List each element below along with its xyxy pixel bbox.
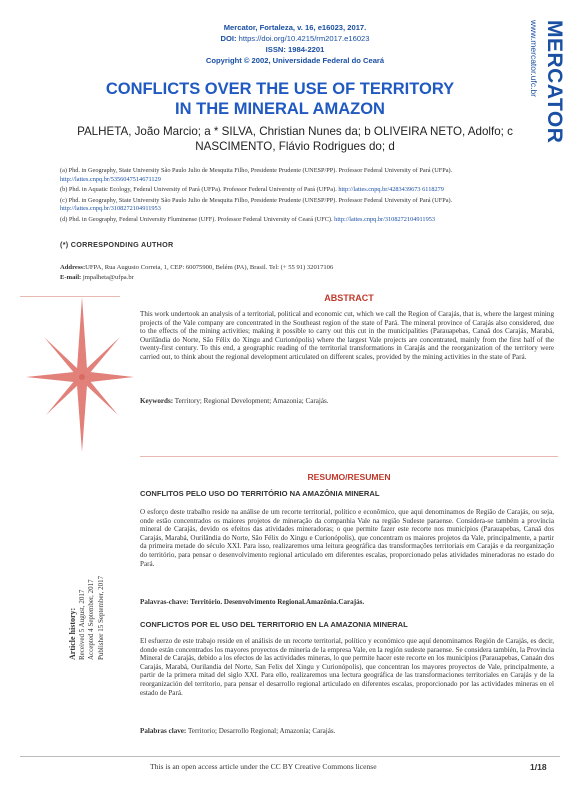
- abstract-heading: [140, 293, 558, 303]
- license-text[interactable]: This is an open access article under the CC BY Creative Commons license: [150, 762, 377, 771]
- affiliation-text: (d) Phd. in Geography, Federal University Fluminense (UFF). Professor Federal University of Ceará (UFC).: [60, 215, 333, 223]
- affiliation-c: [60, 197, 545, 214]
- history-accepted: Accepted 4 September, 2017: [87, 579, 95, 660]
- corresponding-author-label: (*) CORRESPONDING AUTHOR: [60, 240, 174, 249]
- pt-title: CONFLITOS PELO USO DO TERRITÓRIO NA AMAZÔNIA MINERAL: [140, 489, 380, 498]
- affiliation-a: [60, 167, 545, 184]
- keywords-label: Keywords:: [140, 397, 174, 405]
- title-line-1: CONFLICTS OVER THE USE OF TERRITORY: [105, 80, 455, 98]
- es-keywords: [140, 727, 554, 736]
- pt-keywords-value: Território. Desenvolvimento Regional.Amazônia.Carajás.: [190, 598, 365, 606]
- email-value[interactable]: jmpalheta@ufpa.br: [82, 273, 134, 281]
- copyright: Copyright © 2002, Universidade Federal do Ceará: [205, 56, 385, 65]
- affiliation-link[interactable]: http://lattes.cnpq.br/3108272104911953: [334, 215, 436, 223]
- article-history: [68, 550, 128, 660]
- pt-keywords: [140, 598, 554, 607]
- history-title: Article history:: [68, 607, 77, 660]
- abstract-body: This work undertook an analysis of a territorial, political and economic cut, which we call the Region of Carajás, that is, where the largest mining projects of the Vale company are concentrated in the Southeast region of the state of Pará. The mineral province of Carajás also considered, due to the effects of the mining activities; making it possible to carry out this cut in the municipalities (Parauapebas, Canaã dos Carajás, Marabá, Ourilândia do Norte, São Félix do Xingu and Curionópolis) where the largest Vale projects are concentrated, mainly from the first half of the twenty-first century. To this end, a geographic reading of the territorial transformations in Carajás and the reorganization of the territory were carried out, to think about the regional development articulated on different scales, provided by the mining activities in the state of Pará.: [140, 310, 554, 361]
- es-title: CONFLICTOS POR EL USO DEL TERRITORIO EN LA AMAZONIA MINERAL: [140, 620, 408, 629]
- history-received: Received 5 August, 2017: [77, 589, 86, 660]
- authors-line-1: PALHETA, João Marcio; a * SILVA, Christian Nunes da; b OLIVEIRA NETO, Adolfo; c: [77, 125, 513, 138]
- address-value: UFPA, Rua Augusto Correia, 1, CEP: 60075900, Belém (PA), Brasil. Tel: (+ 55 91) 32017106: [85, 264, 334, 271]
- resumo-heading: RESUMO/RESUMEN: [307, 472, 391, 482]
- affiliations: [60, 167, 545, 227]
- affiliation-text: (b) Phd. in Aquatic Ecology, Federal University of Pará (UFPa). Professor Federal University of Pará (UFPa).: [60, 186, 337, 194]
- author-list: [60, 124, 530, 154]
- affiliation-link[interactable]: http://lattes.cnpq.br/4283439673 6118279: [338, 186, 444, 194]
- affiliation-b: [60, 186, 545, 195]
- divider-left: [20, 296, 120, 297]
- email-label: E-mail:: [60, 273, 82, 281]
- address-label: Address:: [60, 264, 86, 271]
- footer-divider: [20, 756, 560, 757]
- affiliation-d: [60, 216, 545, 225]
- issn: ISSN: 1984-2201: [265, 45, 325, 54]
- doi-label: DOI:: [220, 34, 237, 43]
- divider-resumo: [140, 456, 558, 457]
- es-keywords-value: Territorio; Desarrollo Regional; Amazonía; Carajás.: [187, 727, 336, 735]
- affiliation-text: (c) Phd. in Geography, State University São Paulo Julio de Mesquita Filho, Presidente Prudente (UNESP/PP). Professor Federal University of Pará (UFPa).: [60, 196, 453, 204]
- keywords-en: [140, 397, 554, 405]
- mercator-logo: [540, 20, 566, 144]
- compass-star-icon: [20, 285, 140, 460]
- affiliation-link[interactable]: http://lattes.cnpq.br/5356047514671129: [60, 175, 161, 183]
- page-number: 1/18: [530, 762, 547, 772]
- es-abstract-body: El esfuerzo de este trabajo reside en el análisis de un recorte territorial, político y económico que aquí denominamos Región de Carajás, es decir, donde están concentrados los mayores proyectos de minería de la empresa Vale, en la región sudeste paraense. Se considera también, la Provincia Mineral de Carajás, debido a los efectos de las actividades mineras, lo que permite hacer este recorte en los municipios (Parauapebas, Canaán dos Carajás, Marabá, Ourilandia del Norte, San Felix del Xingu y Curionópolis), que concentran los mayores proyectos de Vale, principalmente, a partir de la primera mitad del siglo XXI. Para ello, realizaremos una lectura geográfica de las transformaciones territoriales en Carajás y de la reorganización del territorio, para pensar el desarrollo regional articulado en diferentes escalas, proporcionado por las actividades mineras en el estado de Pará.: [140, 637, 554, 697]
- address-block: [60, 263, 540, 282]
- es-keywords-label: Palabras clave:: [140, 727, 187, 735]
- history-published: Publisher 15 September, 2017: [96, 575, 105, 660]
- pt-abstract-body: O esforço deste trabalho reside na análise de um recorte territorial, político e econômico, que aqui denominamos de Região de Carajás, ou seja, onde estão concentrados os maiores projetos de mineração da companhia Vale na região Sudeste paraense. Considera-se também a província mineral de Carajás, devido os efeitos das atividades mineradoras; o que permite fazer este recorte nos municípios (Parauapebas, Canaã dos Carajás, Marabá, Ourilândia do Norte, São Félix do Xingu e Curionópolis), que concentram os maiores projetos da Vale, principalmente, a partir da primeira metade do século XXI. Para isso, realizaremos uma leitura geográfica das transformações territoriais em Carajás e da reorganização do território, para pensar o desenvolvimento regional articulado em diferentes escalas, proporcionado pelas atividades mineradoras no estado do Pará.: [140, 508, 554, 568]
- article-title: [60, 79, 500, 119]
- title-line-2: IN THE MINERAL AMAZON: [175, 100, 385, 118]
- affiliation-text: (a) Phd. in Geography, State University São Paulo Julio de Mesquita Filho, Presidente Prudente (UNESP/PP). Professor Federal University of Pará (UFPa).: [60, 167, 453, 174]
- keywords-value: Territory; Regional Development; Amazonia; Carajás.: [174, 397, 329, 405]
- abstract-heading-text: ABSTRACT: [318, 293, 380, 303]
- site-url-text[interactable]: www.mercator.ufc.br: [529, 20, 539, 97]
- journal-citation: Mercator, Fortaleza, v. 16, e16023, 2017.: [223, 23, 367, 32]
- logo-text: MERCATOR: [543, 20, 566, 144]
- doi-link[interactable]: https://doi.org/10.4215/rm2017.e16023: [238, 34, 370, 43]
- journal-header: [150, 22, 440, 66]
- pt-keywords-label: Palavras-chave:: [140, 598, 189, 606]
- affiliation-link[interactable]: http://lattes.cnpq.br/3108272104911953: [60, 205, 161, 213]
- authors-line-2: NASCIMENTO, Flávio Rodrigues do; d: [195, 140, 395, 153]
